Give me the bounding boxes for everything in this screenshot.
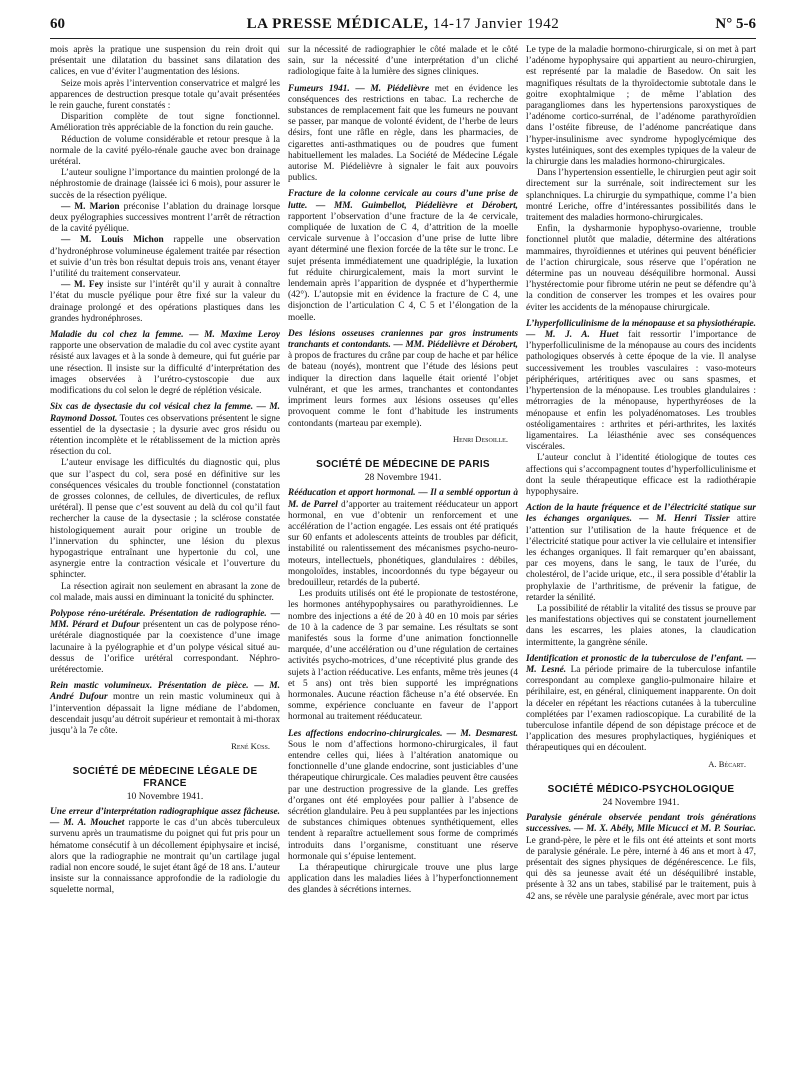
paragraph-text: insiste sur l’intérêt qu’il y aurait à connaître l’état du muscle pyélique pour être fixé sur la valeur du drainage prolongé et des opérations plastiques dans les grandes hydronéphroses. — [50, 280, 280, 324]
paragraph: La possibilité de rétablir la vitalité des tissus se prouve par les manifestations objectives qui se constatent journellement dans les escarres, les plaies atones, la claudication intermittente, la gangrène sénile. — [526, 603, 756, 648]
paragraph-text: préconise l’ablation du drainage lorsque deux pyélographies successives montrent l’arrêt de rétraction de la cavité pyélique. — [50, 201, 280, 235]
article-title: Action de la haute fréquence et de l’électricité statique sur les échanges organiques. — M. Henri Tissier — [526, 503, 756, 525]
article-title: Six cas de dysectasie du col vésical chez la femme. — M. Raymond Dossot. — [50, 402, 280, 424]
paragraph: Disparition complète de tout signe fonctionnel. Amélioration très appréciable de la fonction du rein gauche. — [50, 112, 280, 134]
article-text: Toutes ces observations présentent le signe essentiel de la dysectasie ; la dysurie avec gros résidu ou rétention incomplète et le rétablissement de la miction après résection du col. — [50, 413, 280, 458]
article-title: Rein mastic volumineux. Présentation de pièce. — M. André Dufour — [50, 681, 280, 703]
article-text: rapporte une observation de maladie du col avec cystite ayant résisté aux lavages et à la sonde à demeure, qui fut guérie par une résection. Il insiste sur la difficulté d’interprétation des images observées à l’urétro-cystoscopie due aux modifications du col selon le degré de réplétion vésicale. — [50, 341, 280, 397]
article-title: Maladie du col chez la femme. — M. Maxime Leroy — [50, 330, 280, 341]
speaker-name: — M. Marion — [61, 201, 120, 212]
article-text: présentent un cas de polypose réno-urétérale diagnostiquée par la coexistence d’une image lacunaire à la pyélographie et d’un polype vésical situé au-dessus de l’orifice urétéral correspondant. Néphro-urétérectomie. — [50, 620, 281, 675]
page-number: 60 — [50, 16, 65, 32]
article — [50, 807, 280, 897]
article-title: Paralysie générale observée pendant trois générations successives. — M. X. Abély, Mlle Micucci et M. P. Sourіac. — [526, 813, 756, 835]
article-title: Polypose réno-urétérale. Présentation de radiographie. — MM. Pérard et Dufour — [50, 608, 280, 631]
article — [526, 813, 756, 903]
paragraph: Enfin, la dysharmonie hypophyso-ovarienne, trouble fonctionnel plutôt que maladie, détermine des altérations mammaires, thyroïdiennes et utérines qui peuvent bénéficier de l’action chirurgicale, sous réserve que l’opération ne détermine pas un nouveau déséquilibre hormonal. Aussi l’hystérectomie pour fibrome utérin ne peut se défendre qu’à la condition de conserver les trompes et les ovaires pour éviter les accidents de la ménopause chirurgicale. — [526, 224, 756, 313]
paragraph: L’auteur souligne l’importance du maintien prolongé de la néphrostomie de drainage (laissée ici 6 mois), pour assurer le succès de la résection pyélique. — [50, 168, 280, 201]
article-title: Fumeurs 1941. — M. Piédelièvre — [288, 83, 430, 94]
article-text: La période primaire de la tuberculose infantile correspondant au complexe ganglio-pulmonaire hilaire et périhilaire, est, en général, cliniquement inapparente. On doit la déceler en répétant les réactions cutanées à la tuberculine complétées par l’examen radioscopique. La curabilité de la tuberculose infantile dépend de son dépistage précoce et de l’application des mesures prophylactiques, hygiéniques et thérapeutiques qui en découlent. — [526, 664, 756, 754]
article — [50, 402, 280, 458]
paragraph: Seize mois après l’intervention conservatrice et malgré les apparences de destruction presque totale qu’avait présentées le rein gauche, furent constatés : — [50, 78, 280, 112]
article — [288, 329, 518, 430]
article — [526, 319, 756, 453]
section-heading: SOCIÉTÉ MÉDICO-PSYCHOLOGIQUE — [547, 783, 735, 795]
article-text: d’apporter au traitement rééducateur un apport hormonal, en vue d’obtenir un renforcement et une accélération de l’action engagée. Les essais ont été pratiqués sur 60 enfants et adolescents atteints de troubles par déficit, instabilité ou ralentissement des mécanismes psycho-neuro-moteurs, intellectuels, phonétiques, glandulaires : débiles, mongoloïdes, instables, incoordonnés du type bégayeur ou bredouilleur, retardés de la puberté. — [288, 499, 518, 588]
paragraph: L’auteur envisage les difficultés du diagnostic qui, plus que sur l’aspect du col, sera posé en définitive sur les conséquences vésicales du trouble fonctionnel (constatation de grosses colonnes, de cellules, de diverticules, de reflux urétéral). Il pense que c’est souvent au delà du col qu’il faut rechercher la cause de la dysectasie ; la sclérose constatée histologiquement aurait pour origine un trouble de l’innervation du sphincter, une lésion du plexus hypogastrique entraînant une hypertonie du col, une asynergie entre la contraction vésicale et l’ouverture du sphincter. — [50, 458, 280, 581]
paragraph — [50, 235, 280, 280]
paragraph: Dans l’hypertension essentielle, le chirurgien peut agir soit directement sur la surrénale, soit indirectement sur les splanchniques. La chirurgie du sympathique, comme l’a bien montré Leriche, offre d’intéressantes possibilités dans le traitement des maladies hormono-chirurgicales. — [526, 168, 756, 224]
article-text: fait ressortir l’importance de l’hyperfolliculinisme de la ménopause au cours des incidents pathologiques observés à cette époque de la vie. Il analyse successivement les troubles vasculaires : vaso-moteurs périphériques, artéritiques avec ou sans spasmes, et l’hypertension de la ménopause. Les troubles glandulaires : métrorragies de la ménopause, hyperthyréoses de la ménopause et enfin les polyadénomatoses. Les troubles ostéoligamentaires : arthrites et péri-arthrites, les laxités ligamentaires. La léiasthénie avec ses conséquences viscérales. — [526, 330, 756, 453]
article — [50, 609, 280, 676]
article — [526, 654, 756, 755]
article-title: Des lésions osseuses craniennes par gros instruments tranchants et contondants. — MM. Piédelièvre et Dérobert, — [288, 328, 518, 351]
paragraph: Réduction de volume considérable et retour presque à la normale de la cavité pyélo-rénale gauche avec bon drainage urétéral. — [50, 134, 280, 168]
paragraph — [50, 202, 280, 236]
page-header — [50, 16, 756, 39]
article-title: L’hyperfolliculinisme de la ménopause et sa physiothérapie. — M. J. A. Huet — [526, 318, 756, 341]
issue-number: N° 5-6 — [715, 16, 756, 32]
article-title: Identification et pronostic de la tuberculose de l’enfant. — M. Lesné. — [526, 653, 756, 675]
article — [288, 488, 518, 589]
journal-title — [50, 16, 756, 33]
article-title: Une erreur d’interprétation radiographique assez fâcheuse. — M. A. Mouchet — [50, 807, 280, 829]
column-left — [50, 45, 280, 897]
paragraph: La thérapeutique chirurgicale trouve une plus large application dans les maladies liées à l’hyperfonctionnement des glandes à sécrétions internes. — [288, 863, 518, 896]
section-heading: SOCIÉTÉ DE MÉDECINE LÉGALE DE FRANCE — [72, 766, 258, 789]
article-text: met en évidence les conséquences des restrictions en tabac. La recherche de substances de remplacement fait que les fumeurs ne pouvant se passer, par manque de volonté évident, de l’herbe de leurs désirs, font une râfle en règle, dans les pharmacies, de cigarettes anti-asthmatiques ou de poudres que fument habituellement les malades. La Société de Médecine Légale autorise M. Piédelièvre à signaler le fait aux pouvoirs publics. — [288, 83, 518, 184]
paragraph: Les produits utilisés ont été le propionate de testostérone, les hormones antéhypophysaires ou parathyroïdiennes. Le nombre des injections a été de 20 à 40 en 10 mois par séries de 10 à la cadence de 3 par semaine. Les résultats se sont manifestés sous la forme d’une animation fonctionnelle marquée, d’une accélération ou d’une régulation de certaines activités psycho-motrices, d’une réceptivité plus grande des sujets à l’action rééducative. Les enfants, même très jeunes (4 et 5 ans) ont très bien supporté les imprégnations hormonales. Aucune réaction fâcheuse n’a été observée. En somme, expérience concluante en faveur de l’apport hormonal au traitement rééducateur. — [288, 589, 519, 723]
paragraph: Le type de la maladie hormono-chirurgicale, si on met à part l’adénome hypophysaire qui appartient au neuro-chirurgien, est représenté par la maladie de Basedow. On sait les magnifiques résultats de la thyroïdectomie subtotale dans le goitre exophtalmique ; de même l’ablation des paragangliomes dans les hypertensions paroxystiques de l’adénome cortico-surrénal, de l’adénome parathyroïdien dans l’ostéite fibreuse, de l’adénome pancréatique dans l’hyper-insulinisme avec syndrome hypoglycémique des kystes lutéiniques, sont des exemples typiques de la valeur de la chirurgie dans les maladies hormono-chirurgicales. — [526, 45, 756, 168]
paragraph: sur la nécessité de radiographier le côté malade et le côté sain, sur la nécessité d’une interprétation d’un cliché radiologique faite à la lumière des signes cliniques. — [288, 45, 518, 78]
journal-name: LA PRESSE MÉDICALE, — [246, 16, 429, 32]
paragraph — [50, 280, 280, 325]
article-text: rapportent l’observation d’une fracture de la 4e cervicale, compliquée de luxation de C 4, d’attrition de la moelle cervicale survenue à l’occasion d’une prise de lutte libre ayant déterminé une flexion forcée de la tête sur le tronc. Le sujet présenta immédiatement une quadriplégie, la luxation fut réduite chirurgicalement, mais la mort survint le lendemain après l’apparition de dyspnée et d’hyperthermie (42°). L’autopsie mit en évidence la fracture de C 4, une disjonction de l’articulation C 4, C 5 et l’élongation de la moelle. — [288, 211, 518, 323]
author-signature: A. Bécart. — [708, 758, 746, 769]
article — [288, 729, 518, 863]
section-date: 24 Novembre 1941. — [602, 797, 680, 808]
section-heading: SOCIÉTÉ DE MÉDECINE DE PARIS — [316, 458, 490, 470]
article-text: montre un rein mastic volumineux qui à l’intervention dépassait la ligne médiane de l’abdomen, descendait jusqu’au détroit supérieur et remontait à mi-thorax jusqu’à la 7e côte. — [50, 692, 280, 736]
article — [50, 330, 280, 397]
article-title: Fracture de la colonne cervicale au cours d’une prise de lutte. — MM. Guimbellot, Piédelièvre et Dérobert, — [288, 189, 518, 211]
author-signature: Henri Desoille. — [452, 433, 508, 444]
article-title: Les affections endocrino-chirurgicales. — M. Desmarest. — [288, 728, 518, 739]
article-text: rapporte le cas d’un abcès tuberculeux survenu après un traumatisme du poignet qui fut pris pour un hématome consécutif à un décollement épiphysaire et incisé, alors que la radiographie ne montrait qu’un cartilage jugal radial non encore soudé, le sujet étant âgé de 18 ans. L’auteur insiste sur la connaissance approfondie de la radiologie du squelette normal, — [50, 818, 280, 896]
paragraph: mois après la pratique une suspension du rein droit qui présentait une dilatation du bassinet sans dilatation des calices, en vue d’éviter l’augmentation des lésions. — [50, 45, 280, 78]
column-middle — [288, 45, 518, 897]
article-text: à propos de fractures du crâne par coup de hache et par hélice de bateau (noyés), montrent que l’étude des lésions peut indiquer la direction dans laquelle était orienté l’objet vulnérant, et que les armes, tranchantes et contondantes impriment leurs formes aux lésions osseuses qu’elles provoquent comme le font d’habitude les instruments contondants (marteau par exemple). — [288, 351, 518, 429]
article-title: Rééducation et apport hormonal. — Il a semblé opportun à M. de Parrel — [288, 488, 518, 510]
author-signature: René Küss. — [231, 741, 270, 752]
paragraph: L’auteur conclut à l’identité étiologique de toutes ces affections qui s’accompagnent toutes d’hyperfolliculinisme et dont la seule thérapeutique efficace est la radiothérapie hypophysaire. — [526, 453, 756, 497]
article — [288, 189, 518, 323]
article-text: attire l’attention sur l’utilisation de la haute fréquence et de l’électricité statique pour activer la vie cellulaire et intensifier les échanges organiques. Il fait remarquer qu’en abaissant, par ces moyens, dans le sang, le taux de l’urée, du cholestérol, de l’acide urique, etc., il sera possible d’établir la prophylaxie de l’arthritisme, de prévenir la fatigue, de retarder la sénilité. — [526, 514, 756, 603]
article-text: Le grand-père, le père et le fils ont été atteints et sont morts de paralysie générale. Le père, interné à 46 ans et mort à 47, présentait des signes physiques de dégénérescence. Le fils, qui dès sa jeunesse avait été un déséquilibré instable, présente à 32 ans un tabes, stabilisé par le traitement, puis à 42 ans, se révèle une paralysie générale, avec mort par ictus — [526, 835, 756, 902]
section-date: 10 Novembre 1941. — [126, 790, 204, 802]
paragraph-text: rappelle une observation d’hydronéphrose volumineuse également traitée par résection et suivie d’un très bon résultat depuis trois ans, venant étayer l’utilité du traitement conservateur. — [50, 235, 280, 280]
section-date: 28 Novembre 1941. — [364, 472, 442, 484]
article — [288, 84, 518, 185]
article — [50, 681, 280, 737]
issue-date: 14-17 Janvier 1942 — [432, 16, 560, 32]
paragraph: La résection agirait non seulement en abrasant la zone de col malade, mais aussi en diminuant la tonicité du sphincter. — [50, 581, 280, 603]
speaker-name: — M. Fey — [61, 280, 104, 291]
column-right — [526, 45, 756, 903]
article — [526, 503, 756, 604]
speaker-name: — M. Louis Michon — [61, 235, 164, 246]
article-text: Sous le nom d’affections hormono-chirurgicales, il faut entendre celles qui, liées à l’altération anatomique ou fonctionnelle d’une glande endocrine, sont justiciables d’une thérapeutique chirurgicale. Ces maladies peuvent être causées par une destruction progressive de la glande. Les greffes d’organes ont été employées pour pallier à l’absence de sécrétion glandulaire. Peu à peu supplantées par les injections de substances chimiques obtenues synthétiquement, elles tendent à reparaître actuellement sous forme de comprimés introduits dans l’organisme, constituant une réserve hormonale qui s’épuise lentement. — [288, 739, 518, 862]
